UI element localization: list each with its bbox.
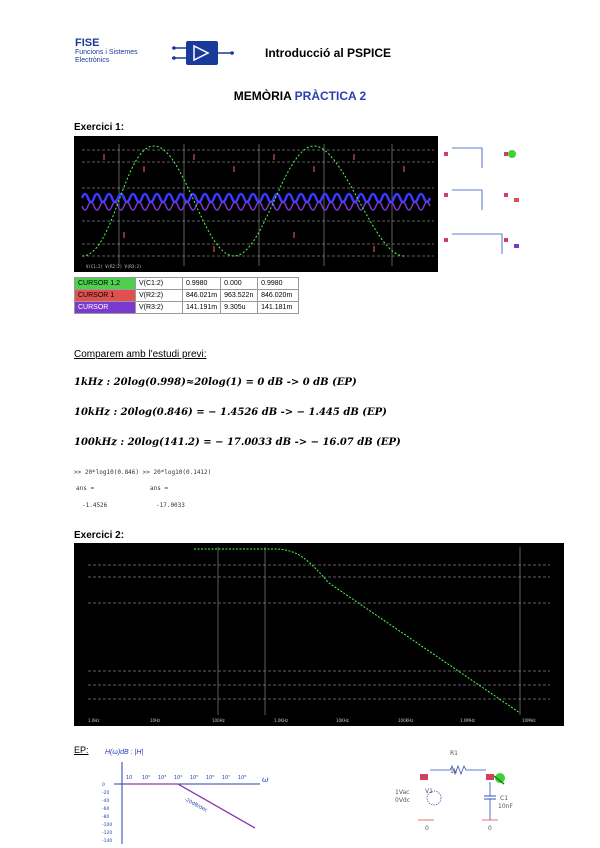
brand-name: FISE (75, 37, 100, 49)
matlab-answer-1: -1.4526 (82, 502, 108, 509)
cursor-row (75, 290, 299, 302)
ep-plot-title: H(ω)dB : |H| (105, 749, 144, 756)
ep-x-tick-label: 10⁷ (222, 775, 231, 781)
bode-x-tick-label: 1.0KHz (274, 718, 289, 723)
exercise-2-heading: Exercici 2: (74, 530, 125, 541)
cursor-value: 141.191m (183, 302, 221, 314)
ep-x-tick-label: 10³ (158, 775, 167, 781)
matlab-ans-label-1: ans = (76, 485, 95, 492)
cursor-signal: V(R2:2) (136, 290, 183, 302)
page-title (0, 89, 600, 103)
ep-y-tick-label: 0 (102, 783, 105, 788)
bode-x-tick-label: 10MHz (522, 718, 536, 723)
exercise-1-heading: Exercici 1: (74, 122, 125, 133)
circuit-label: 0 (425, 825, 429, 832)
cursor-value: 963.522n (221, 290, 258, 302)
cursor-value: 0.9980 (183, 278, 221, 290)
cursor-label: CURSOR 1,2 (75, 278, 136, 290)
circuit-label: 0Vdc (395, 797, 411, 804)
ep-x-tick-label: 10⁸ (238, 775, 247, 781)
ep-y-tick-label: -140 (102, 839, 113, 844)
ep-y-tick-label: -40 (102, 799, 110, 804)
bode-x-tick-label: 100KHz (398, 718, 414, 723)
ep-y-tick-label: -60 (102, 807, 110, 812)
cursor-value: 141.181m (258, 302, 299, 314)
ep-x-tick-label: 10⁶ (206, 775, 215, 781)
opamp-logo-icon (172, 38, 234, 68)
cursor-signal: V(R3:2) (136, 302, 183, 314)
ep-y-tick-label: -20 (102, 791, 110, 796)
ep-slope-label: -20dB/dec (183, 796, 209, 814)
ep-x-unit: ω (262, 775, 269, 784)
transient-plot (74, 136, 438, 272)
bode-x-tick-label: 100Hz (212, 718, 225, 723)
compare-label: Comparem amb l'estudi previ: (74, 349, 207, 360)
logo-block (75, 38, 165, 65)
cursor-value: 0.9980 (258, 278, 299, 290)
cursor-signal: V(C1:2) (136, 278, 183, 290)
course-title: Introducció al PSPICE (265, 46, 392, 60)
bode-x-tick-label: 1.0MHz (460, 718, 475, 723)
matlab-answer-2: -17.0033 (156, 502, 185, 509)
equation-1: 1kHz : 20log(0.998)≈20log(1) = 0 dB -> 0 dB (EP) (74, 377, 357, 388)
ep-label: EP: (74, 745, 89, 755)
brand-subtitle-1: Funcions i Sistemes (75, 49, 138, 56)
bode-plot (74, 543, 564, 726)
page-title-part1: MEMÒRIA (233, 89, 295, 103)
rc-circuit-schematic (390, 748, 540, 838)
circuit-label: 10nF (498, 803, 513, 810)
equation-3: 100kHz : 20log(141.2) = − 17.0033 dB -> − 16.07 dB (EP) (74, 437, 401, 448)
svg-text:V(C1:2) V(R2:2) V(R3:2): V(C1:2) V(R2:2) V(R3:2) (86, 264, 142, 269)
matlab-ans-label-2: ans = (150, 485, 169, 492)
ep-x-tick-label: 10⁴ (174, 775, 183, 781)
brand-subtitle-2: Electrònics (75, 57, 110, 64)
cursor-value: 0.000 (221, 278, 258, 290)
cursor-label: CURSOR 1 (75, 290, 136, 302)
ep-y-tick-label: -80 (102, 815, 110, 820)
bode-x-tick-label: 10KHz (336, 718, 349, 723)
page-title-part2: PRÀCTICA 2 (294, 89, 367, 103)
cursor-row (75, 302, 299, 314)
bode-x-tick-label: 10Hz (150, 718, 161, 723)
cursor-table (74, 277, 299, 314)
cursor-value: 846.020m (258, 290, 299, 302)
ep-bode-sketch (100, 760, 270, 845)
cursor-value: 9.305u (221, 302, 258, 314)
bode-x-tick-label: 1.0Hz (88, 718, 100, 723)
circuit-label: V1 (425, 788, 433, 795)
circuit-label: R1 (450, 750, 458, 757)
matlab-command: >> 20*log10(0.846) >> 20*log10(0.1412) (74, 469, 212, 476)
circuit-label: 1k (450, 768, 458, 775)
circuit-label: 0 (488, 825, 492, 832)
circuit-label: C1 (500, 795, 509, 802)
cursor-row (75, 278, 299, 290)
ep-x-tick-label: 10⁵ (190, 775, 199, 781)
equation-2: 10kHz : 20log(0.846) = − 1.4526 dB -> − 1.445 dB (EP) (74, 407, 387, 418)
ep-x-tick-label: 10² (142, 775, 151, 781)
circuit-label: 1Vac (395, 789, 410, 796)
ep-y-tick-label: -120 (102, 831, 113, 836)
schematic-thumbnails (442, 138, 532, 270)
ep-y-tick-label: -100 (102, 823, 113, 828)
ep-x-tick-label: 10 (126, 775, 133, 781)
cursor-label: CURSOR (75, 302, 136, 314)
cursor-value: 846.021m (183, 290, 221, 302)
